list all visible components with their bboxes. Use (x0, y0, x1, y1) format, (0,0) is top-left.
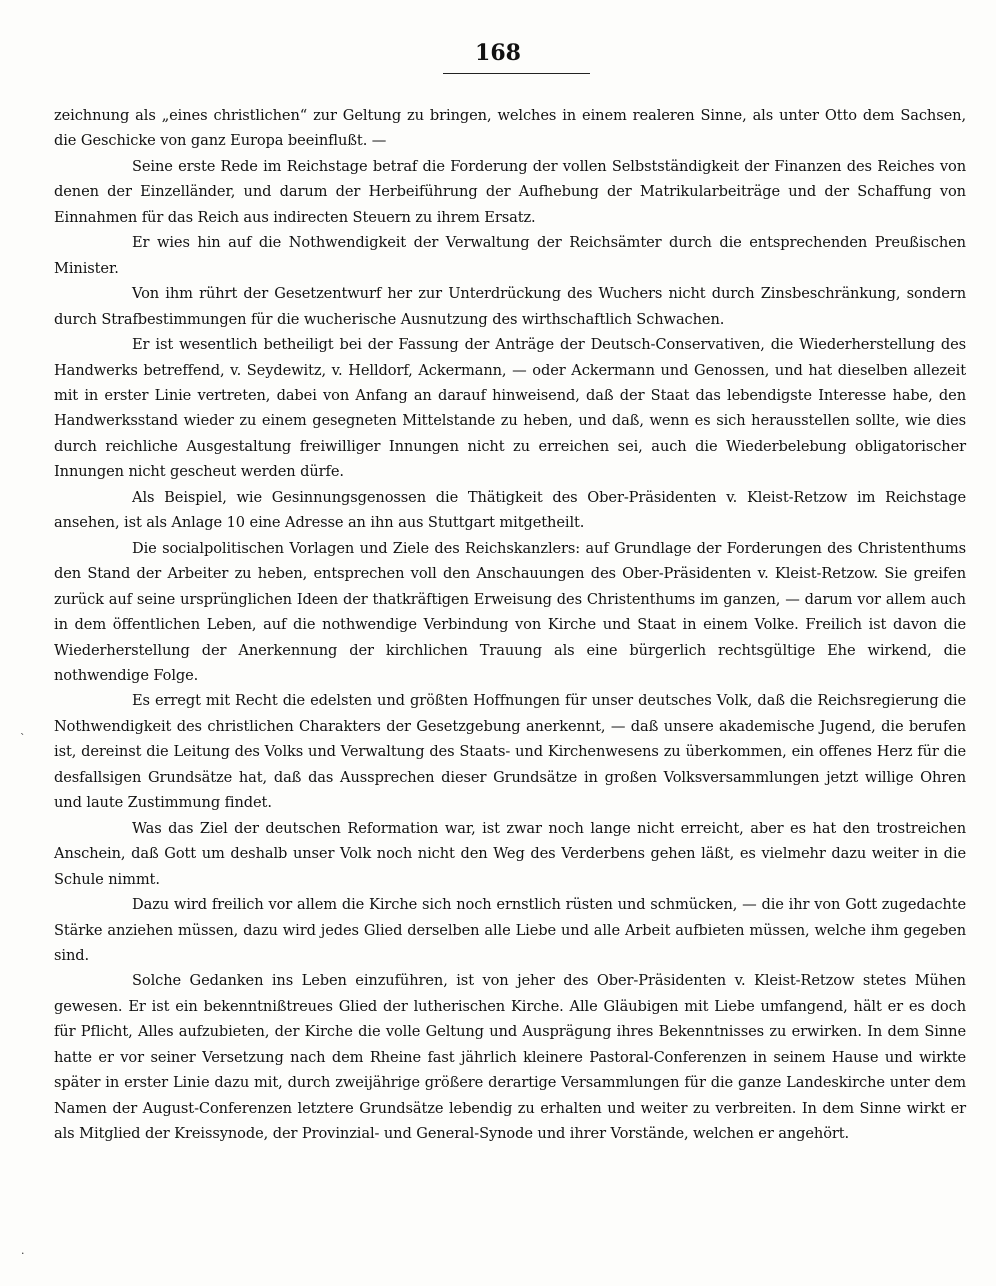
paragraph: Was das Ziel der deutschen Reformation war, ist zwar noch lange nicht erreicht, aber es hat den trostreichen Anschein, daß Gott um deshalb unser Volk noch nicht den Weg des Verderbens gehen läßt, es vielmehr dazu weiter in die Schule nimmt. (54, 819, 966, 888)
body-text (54, 103, 966, 1147)
paragraph: Als Beispiel, wie Gesinnungsgenossen die Thätigkeit des Ober-Präsidenten v. Kleist-Retzow im Reichstage ansehen, ist als Anlage 10 eine Adresse an ihn aus Stuttgart mitgetheilt. (54, 488, 966, 532)
paragraph: Seine erste Rede im Reichstage betraf die Forderung der vollen Selbstständigkeit der Finanzen des Reiches von denen der Einzelländer, und darum der Herbeiführung der Aufhebung der Matrikularbeiträge und der Schaffung von Einnahmen für das Reich aus indirecten Steuern zu ihrem Ersatz. (54, 157, 966, 226)
margin-dot-mark: · (21, 1247, 25, 1260)
paragraph: zeichnung als „eines christlichen“ zur Geltung zu bringen, welches in einem realeren Sinne, als unter Otto dem Sachsen, die Geschicke von ganz Europa beeinflußt. — (54, 107, 966, 150)
header-rule (443, 73, 590, 74)
paragraph: Solche Gedanken ins Leben einzuführen, ist von jeher des Ober-Präsidenten v. Kleist-Retzow stetes Mühen gewesen. Er ist ein bekenntnißtreues Glied der lutherischen Kirche. Alle Gläubigen mit Liebe umfangend, hält er es doch für Pflicht, Alles aufzubieten, der Kirche die volle Geltung und Ausprägung ihres Bekenntnisses zu erwirken. In dem Sinne hatte er vor seiner Versetzung nach dem Rheine fast jährlich kleinere Pastoral-Conferenzen in seinem Hause und wirkte später in erster Linie dazu mit, durch zweijährige größere derartige Versammlungen für die ganze Landeskirche unter dem Namen der August-Conferenzen letztere Grundsätze lebendig zu erhalten und weiter zu verbreiten. In dem Sinne wirkt er als Mitglied der Kreissynode, der Provinzial- und General-Synode und ihrer Vorstände, welchen er angehört. (54, 972, 966, 1143)
paragraph: Die socialpolitischen Vorlagen und Ziele des Reichskanzlers: auf Grundlage der Forderungen des Christenthums den Stand der Arbeiter zu heben, entsprechen voll den Anschauungen des Ober-Präsidenten v. Kleist-Retzow. Sie greifen zurück auf seine ursprünglichen Ideen der thatkräftigen Erweisung des Christenthums im ganzen, — darum vor allem auch in dem öffentlichen Leben, auf die nothwendige Verbindung von Kirche und Staat in einem Volke. Freilich ist davon die Wiederherstellung der Anerkennung der kirchlichen Trauung als eine bürgerlich rechtsgültige Ehe wirkend, die nothwendige Folge. (54, 539, 966, 684)
page-number: 168 (475, 40, 521, 66)
paragraph: Von ihm rührt der Gesetzentwurf her zur Unterdrückung des Wuchers nicht durch Zinsbeschränkung, sondern durch Strafbestimmungen für die wucherische Ausnutzung des wirthschaftlich Schwachen. (54, 285, 966, 328)
paragraph: Dazu wird freilich vor allem die Kirche sich noch ernstlich rüsten und schmücken, — die ihr von Gott zugedachte Stärke anziehen müssen, dazu wird jedes Glied derselben alle Liebe und alle Arbeit aufbieten müssen, welche ihm gegeben sind. (54, 896, 966, 964)
paragraph: Er wies hin auf die Nothwendigkeit der Verwaltung der Reichsämter durch die entsprechenden Preußischen Minister. (54, 234, 966, 277)
margin-tick-mark: ` (20, 732, 26, 745)
paragraph: Es erregt mit Recht die edelsten und größten Hoffnungen für unser deutsches Volk, daß die Reichsregierung die Nothwendigkeit des christlichen Charakters der Gesetzgebung anerkennt, — daß unsere akademische Jugend, die berufen ist, dereinst die Leitung des Volks und Verwaltung des Staats- und Kirchenwesens zu überkommen, ein offenes Herz für die desfallsigen Grundsätze hat, daß das Aussprechen dieser Grundsätze in großen Volksversammlungen jetzt willige Ohren und laute Zustimmung findet. (54, 692, 966, 812)
paragraph: Er ist wesentlich betheiligt bei der Fassung der Anträge der Deutsch-Conservativen, die Wiederherstellung des Handwerks betreffend, v. Seydewitz, v. Helldorf, Ackermann, — oder Ackermann und Genossen, und hat dieselben allezeit mit in erster Linie vertreten, dabei von Anfang an darauf hinweisend, daß der Staat das lebendigste Interesse habe, den Handwerksstand wieder zu einem gesegneten Mittelstande zu heben, und daß, wenn es sich herausstellen sollte, wie dies durch reichliche Ausgestaltung freiwilliger Innungen nicht zu erreichen sei, auch die Wiederbelebung obligatorischer Innungen nicht gescheut werden dürfe. (54, 336, 966, 481)
